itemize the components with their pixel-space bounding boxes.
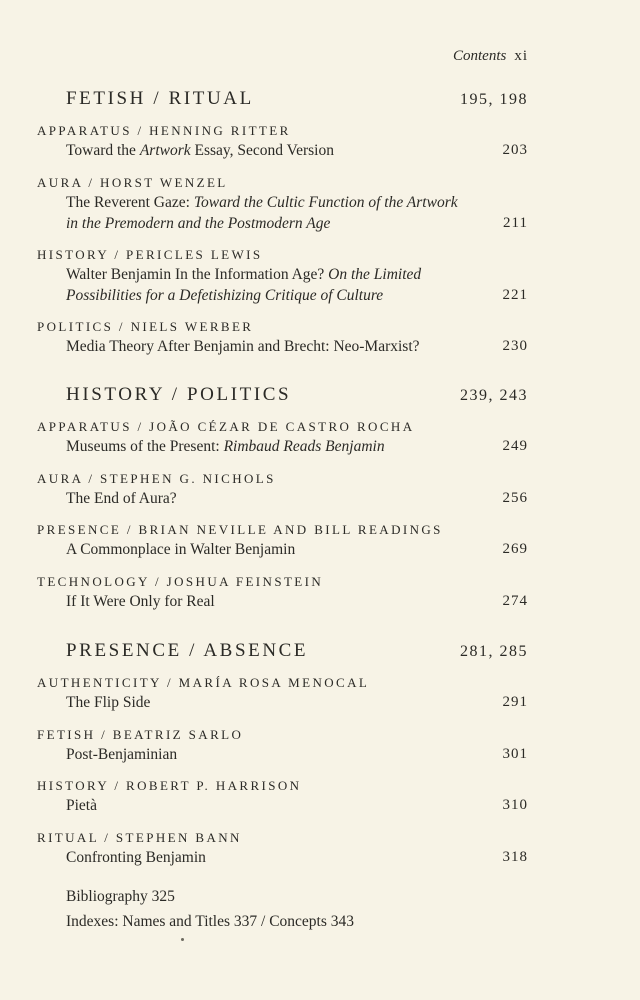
title-italic: Rimbaud Reads Benjamin bbox=[223, 438, 385, 455]
entry-label: HISTORY / ROBERT P. HARRISON bbox=[37, 778, 302, 793]
title-italic: On the Limited Possibilities for a Defetishizing Critique of Culture bbox=[66, 266, 422, 304]
title-plain: If It Were Only for Real bbox=[66, 593, 215, 610]
toc-entry bbox=[37, 246, 528, 306]
page-number: xi bbox=[514, 48, 528, 64]
title-plain: Post-Benjaminian bbox=[66, 746, 178, 763]
entry-label: HISTORY / PERICLES LEWIS bbox=[37, 247, 263, 262]
entry-label: FETISH / BEATRIZ SARLO bbox=[37, 727, 244, 742]
title-plain: The Reverent Gaze: bbox=[66, 194, 194, 211]
title-plain: Media Theory After Benjamin and Brecht: Neo-Marxist? bbox=[66, 338, 420, 355]
printer-mark bbox=[181, 938, 184, 941]
toc-entry bbox=[37, 726, 528, 765]
section-pages: 195, 198 bbox=[460, 91, 528, 108]
entry-label: TECHNOLOGY / JOSHUA FEINSTEIN bbox=[37, 574, 324, 589]
section-title: PRESENCE / ABSENCE bbox=[66, 640, 309, 661]
entry-title bbox=[66, 591, 528, 612]
section-pages: 281, 285 bbox=[460, 643, 528, 660]
entry-label: PRESENCE / BRIAN NEVILLE AND BILL READINGS bbox=[37, 522, 443, 537]
entry-label: AUTHENTICITY / MARÍA ROSA MENOCAL bbox=[37, 675, 370, 690]
entry-page: 230 bbox=[502, 338, 528, 354]
entry-page: 291 bbox=[502, 694, 528, 710]
toc-entry bbox=[37, 573, 528, 612]
entry-title bbox=[66, 847, 528, 868]
toc-entry bbox=[37, 521, 528, 560]
entry-page: 301 bbox=[502, 746, 528, 762]
entry-title bbox=[66, 692, 528, 713]
bibliography-line: Bibliography 325 bbox=[66, 888, 175, 905]
section-heading bbox=[66, 384, 528, 406]
title-plain: Museums of the Present: bbox=[66, 438, 224, 455]
entry-page: 318 bbox=[502, 849, 528, 865]
title-plain: The Flip Side bbox=[66, 694, 151, 711]
section-title: HISTORY / POLITICS bbox=[66, 384, 292, 405]
indexes-line: Indexes: Names and Titles 337 / Concepts 343 bbox=[66, 913, 355, 930]
entry-page: 256 bbox=[502, 490, 528, 506]
entry-page: 203 bbox=[502, 142, 528, 158]
title-plain: The End of Aura? bbox=[66, 490, 177, 507]
entry-title bbox=[66, 744, 528, 765]
entry-page: 211 bbox=[503, 215, 528, 231]
title-italic: Toward the Cultic Function of the Artwork in the Premodern and the Postmodern Age bbox=[66, 194, 458, 232]
entry-title bbox=[66, 336, 528, 357]
entry-page: 221 bbox=[502, 287, 528, 303]
toc-entry bbox=[37, 318, 528, 357]
toc-entry bbox=[37, 122, 528, 161]
toc-entry bbox=[37, 174, 528, 234]
toc-entry bbox=[37, 829, 528, 868]
entry-page: 249 bbox=[502, 438, 528, 454]
entry-title bbox=[66, 264, 528, 306]
entry-label: APPARATUS / JOÃO CÉZAR DE CASTRO ROCHA bbox=[37, 419, 415, 434]
entry-title bbox=[66, 140, 528, 161]
running-head bbox=[453, 48, 528, 65]
entry-label: AURA / STEPHEN G. NICHOLS bbox=[37, 471, 276, 486]
title-italic: Artwork bbox=[139, 142, 191, 159]
toc-entry bbox=[37, 674, 528, 713]
section-heading bbox=[66, 640, 528, 662]
toc-entry bbox=[37, 777, 528, 816]
title-plain: Confronting Benjamin bbox=[66, 849, 206, 866]
entry-label: AURA / HORST WENZEL bbox=[37, 175, 228, 190]
toc-entry bbox=[37, 418, 528, 457]
toc-entry bbox=[37, 470, 528, 509]
entry-title bbox=[66, 436, 528, 457]
entry-title bbox=[66, 795, 528, 816]
title-plain: Toward the bbox=[66, 142, 140, 159]
running-head-title: Contents bbox=[452, 48, 507, 64]
entry-page: 274 bbox=[502, 593, 528, 609]
title-rest: Essay, Second Version bbox=[190, 142, 334, 159]
entry-title bbox=[66, 192, 528, 234]
section-title: FETISH / RITUAL bbox=[66, 88, 254, 109]
entry-title bbox=[66, 539, 528, 560]
section-heading bbox=[66, 88, 528, 110]
section-pages: 239, 243 bbox=[460, 387, 528, 404]
entry-label: POLITICS / NIELS WERBER bbox=[37, 319, 254, 334]
entry-page: 269 bbox=[502, 541, 528, 557]
title-plain: Walter Benjamin In the Information Age? bbox=[66, 266, 329, 283]
title-plain: Pietà bbox=[66, 797, 97, 814]
entry-page: 310 bbox=[502, 797, 528, 813]
backmatter bbox=[66, 884, 354, 934]
entry-label: APPARATUS / HENNING RITTER bbox=[37, 123, 291, 138]
entry-label: RITUAL / STEPHEN BANN bbox=[37, 830, 242, 845]
entry-title bbox=[66, 488, 528, 509]
title-plain: A Commonplace in Walter Benjamin bbox=[66, 541, 296, 558]
